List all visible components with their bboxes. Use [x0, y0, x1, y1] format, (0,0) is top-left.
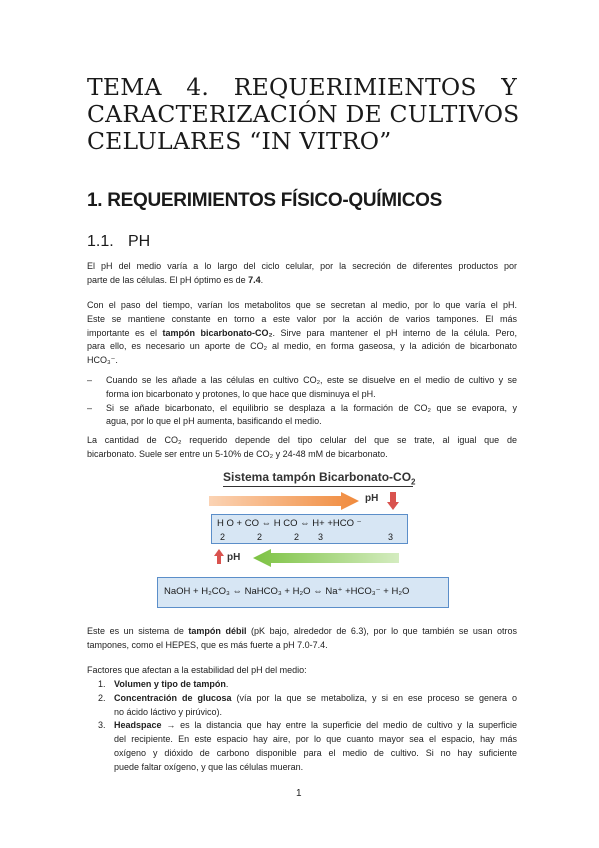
paragraph-line: tampones, como el HEPES, que es más fuerte a pH 7.0-7.4. — [87, 639, 328, 650]
paragraph-line: bicarbonato. Suele ser entre un 5-10% de CO₂ y 24-48 mM de bicarbonato. — [87, 448, 388, 459]
bold-run: tampón bicarbonato-CO₂ — [162, 327, 273, 338]
page-number: 1 — [296, 788, 302, 799]
equation-subscript: 2 — [220, 532, 226, 542]
ph-label-bottom: pH — [227, 552, 241, 563]
list-item-line: del recipiente. En este espacio hay aire, por lo que cuanto mayor sea el espacio, hay más — [114, 734, 517, 745]
page-title — [87, 73, 520, 155]
text-run: . Sirve para mantener el pH interno de la célula. Pero, — [272, 327, 517, 338]
factors-list — [87, 678, 517, 775]
section-heading: 1. REQUERIMIENTOS FÍSICO-QUÍMICOS — [87, 190, 443, 211]
paragraph-weak-buffer — [87, 625, 517, 653]
equation-subscript: 2 — [257, 532, 263, 542]
list-item-line: forma ion bicarbonato y protones, lo que hace que disminuya el pH. — [106, 388, 376, 399]
ph-label-top: pH — [365, 493, 379, 504]
paragraph-line: Con el paso del tiempo, varían los metabolitos que se secretan al medio, por lo que varía el pH. — [87, 300, 517, 310]
naoh-equation-text: NaOH + H₂CO₃ ⇔ NaHCO₃ + H₂O ⇔ Na⁺ +HCO₃⁻ + H₂O — [164, 586, 410, 597]
text-run: . — [225, 679, 229, 689]
list-number: 2. — [98, 692, 106, 703]
paragraph-line — [87, 625, 517, 639]
naoh-equation-box — [157, 577, 449, 608]
title-line-3: CELULARES “IN VITRO” — [87, 127, 392, 155]
list-number: 1. — [98, 679, 106, 689]
list-item — [87, 678, 517, 692]
paragraph-line: Este se mantiene constante en torno a este valor por la acción de varios tampones. El más — [87, 313, 517, 324]
list-number: 3. — [98, 720, 106, 731]
list-item — [87, 692, 517, 720]
diagram-title-text: Sistema tampón Bicarbonato-CO — [223, 470, 412, 484]
bullet-dash: – — [87, 375, 93, 385]
list-item-line: agua, por lo que el pH aumenta, basificando el medio. — [106, 416, 322, 427]
list-item-line: Si se añade bicarbonato, el equilibrio se desplaza a la formación de CO₂ que se evapora, y — [106, 402, 517, 413]
bullet-dash: – — [87, 402, 93, 413]
list-item-line: Cuando se les añade a las células en cultivo CO₂, este se disuelve en el medio de cultivo y se — [106, 375, 517, 385]
paragraph-line — [87, 327, 517, 341]
title-line-1: TEMA 4. REQUERIMIENTOS Y — [87, 73, 517, 101]
equation-text: H O + CO ⇔ H CO ⇔ H+ +HCO ⁻ — [217, 518, 362, 529]
subsection-number: 1.1. — [87, 233, 114, 250]
text-run: → es la distancia que hay entre la superficie del medio de cultivo y la superficie — [161, 720, 517, 731]
factors-intro — [87, 664, 517, 678]
paragraph-co2-amount — [87, 434, 517, 462]
text-run: Este es un sistema de — [87, 626, 189, 636]
buffer-system-diagram — [157, 470, 447, 610]
list-item — [87, 374, 517, 402]
subsection-title: PH — [128, 233, 151, 250]
ph-up-arrow-icon — [214, 549, 224, 564]
list-item-line — [114, 692, 517, 706]
list-item-line: puede faltar oxígeno, y que las células mueran. — [114, 761, 304, 772]
paragraph-line — [87, 274, 517, 288]
list-item-line: oxígeno y dióxido de carbono disponible para el medio de cultivo. Si no hay suficiente — [114, 747, 517, 758]
text-run: (vía por la que se metaboliza, y si en ese proceso se genera o — [231, 692, 517, 703]
paragraph-line: La cantidad de CO₂ requerido depende del tipo celular del que se trate, al igual que de — [87, 435, 517, 445]
equation-box — [211, 514, 408, 544]
text-run: parte de las células. El pH óptimo es de — [87, 274, 249, 285]
text-run: (pK bajo, alrededor de 6.3), por lo que también se usan otros — [246, 626, 517, 636]
right-arrow-icon — [209, 492, 359, 510]
bold-run: Volumen y tipo de tampón — [114, 679, 226, 689]
paragraph-tampon — [87, 299, 517, 368]
bullet-list — [87, 374, 517, 429]
bold-run: 7.4 — [248, 274, 261, 285]
paragraph-line: Factores que afectan a la estabilidad del pH del medio: — [87, 665, 307, 675]
paragraph-line: HCO₃⁻. — [87, 355, 118, 366]
equation-subscript: 2 — [294, 532, 300, 542]
diagram-title-underline — [223, 486, 413, 487]
left-arrow-icon — [253, 549, 399, 567]
text-run: . — [260, 274, 264, 285]
title-line-2: CARACTERIZACIÓN DE CULTIVOS — [87, 100, 520, 128]
diagram-title-sub: 2 — [411, 477, 416, 487]
equation-subscript: 3 — [318, 532, 324, 542]
list-item-line — [114, 678, 517, 692]
bold-run: Headspace — [114, 720, 162, 731]
paragraph-line: para ello, es necesario un aporte de CO₂ al medio, en forma gaseosa, y la adición de bicarbonato — [87, 341, 517, 352]
list-item-line — [114, 719, 517, 733]
list-item — [87, 719, 517, 774]
diagram-title — [223, 470, 415, 486]
bold-run: tampón débil — [188, 626, 247, 636]
subsection-heading — [87, 233, 150, 251]
equation-subscript: 3 — [388, 532, 394, 542]
paragraph-ph-intro — [87, 260, 517, 288]
list-item-line: no ácido láctivo y pirúvico). — [114, 706, 223, 717]
ph-down-arrow-icon — [387, 492, 399, 510]
paragraph-line: El pH del medio varía a lo largo del ciclo celular, por la secreción de diferentes productos por — [87, 261, 517, 271]
bold-run: Concentración de glucosa — [114, 692, 232, 703]
list-item — [87, 402, 517, 430]
text-run: importante es el — [87, 327, 163, 338]
